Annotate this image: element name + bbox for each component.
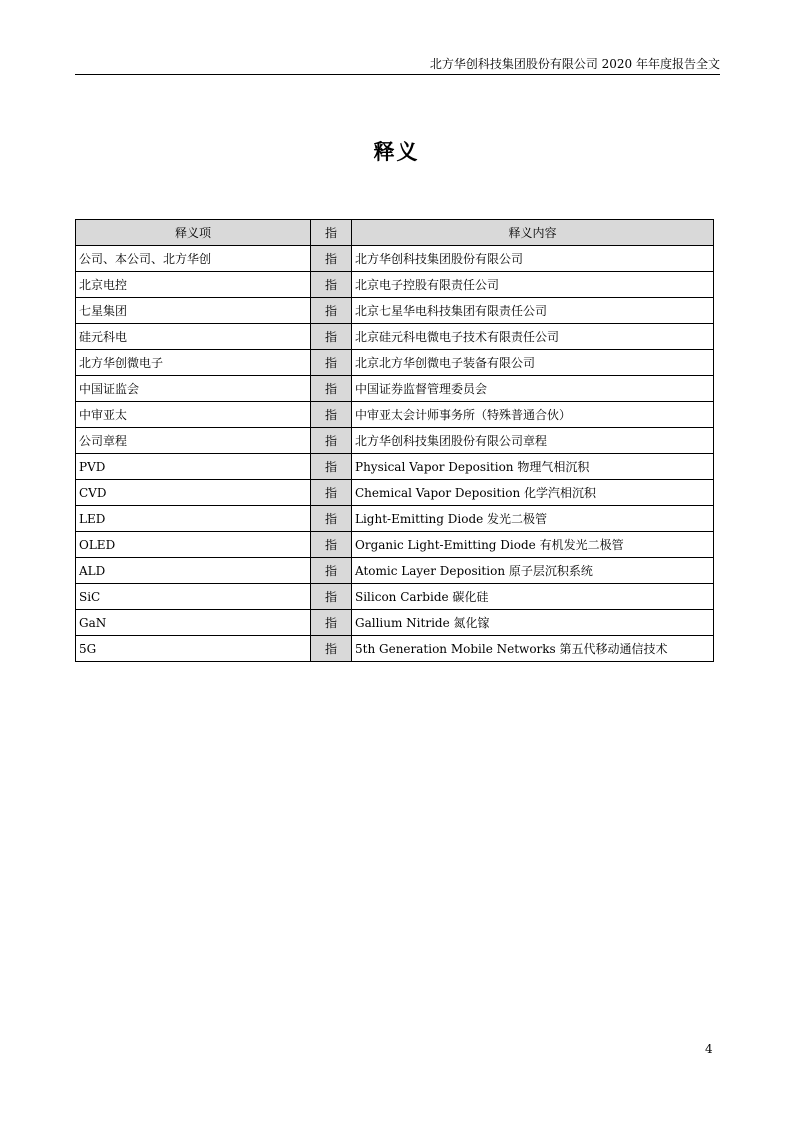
table-row (76, 324, 714, 350)
mid-cell: 指 (311, 480, 352, 506)
definition-cell: Physical Vapor Deposition 物理气相沉积 (352, 454, 714, 480)
term-cell: 七星集团 (76, 298, 311, 324)
mid-cell: 指 (311, 454, 352, 480)
mid-cell: 指 (311, 584, 352, 610)
term-cell: ALD (76, 558, 311, 584)
mid-cell: 指 (311, 506, 352, 532)
definition-cell: 北方华创科技集团股份有限公司章程 (352, 428, 714, 454)
table-header-row (76, 220, 714, 246)
header-definition: 释义内容 (352, 220, 714, 246)
term-cell: LED (76, 506, 311, 532)
mid-cell: 指 (311, 246, 352, 272)
header-text: 北方华创科技集团股份有限公司 2020 年年度报告全文 (429, 57, 720, 71)
term-cell: 硅元科电 (76, 324, 311, 350)
mid-cell: 指 (311, 350, 352, 376)
table-row (76, 272, 714, 298)
table-row (76, 428, 714, 454)
term-cell: 中审亚太 (76, 402, 311, 428)
running-header (75, 56, 720, 75)
definition-cell: 北京北方华创微电子装备有限公司 (352, 350, 714, 376)
term-cell: 公司、本公司、北方华创 (76, 246, 311, 272)
mid-cell: 指 (311, 376, 352, 402)
definition-cell: 北京硅元科电微电子技术有限责任公司 (352, 324, 714, 350)
page-number: 4 (705, 1042, 713, 1056)
table-row (76, 506, 714, 532)
table-row (76, 584, 714, 610)
definition-cell: 北京电子控股有限责任公司 (352, 272, 714, 298)
mid-cell: 指 (311, 272, 352, 298)
definition-cell: Light-Emitting Diode 发光二极管 (352, 506, 714, 532)
term-cell: OLED (76, 532, 311, 558)
term-cell: CVD (76, 480, 311, 506)
table-row (76, 350, 714, 376)
term-cell: GaN (76, 610, 311, 636)
term-cell: 公司章程 (76, 428, 311, 454)
table-row (76, 532, 714, 558)
definition-cell: 北方华创科技集团股份有限公司 (352, 246, 714, 272)
definition-cell: Atomic Layer Deposition 原子层沉积系统 (352, 558, 714, 584)
term-cell: 北京电控 (76, 272, 311, 298)
definition-cell: Chemical Vapor Deposition 化学汽相沉积 (352, 480, 714, 506)
definition-cell: 5th Generation Mobile Networks 第五代移动通信技术 (352, 636, 714, 662)
table-row (76, 454, 714, 480)
term-cell: SiC (76, 584, 311, 610)
header-term: 释义项 (76, 220, 311, 246)
definition-cell: 中审亚太会计师事务所（特殊普通合伙） (352, 402, 714, 428)
definition-cell: 中国证券监督管理委员会 (352, 376, 714, 402)
term-cell: PVD (76, 454, 311, 480)
mid-cell: 指 (311, 636, 352, 662)
mid-cell: 指 (311, 558, 352, 584)
definitions-table (75, 219, 714, 662)
mid-cell: 指 (311, 324, 352, 350)
table-row (76, 610, 714, 636)
definition-cell: Silicon Carbide 碳化硅 (352, 584, 714, 610)
mid-cell: 指 (311, 610, 352, 636)
term-cell: 北方华创微电子 (76, 350, 311, 376)
table-row (76, 376, 714, 402)
table-row (76, 298, 714, 324)
table-row (76, 402, 714, 428)
term-cell: 中国证监会 (76, 376, 311, 402)
mid-cell: 指 (311, 532, 352, 558)
table-row (76, 558, 714, 584)
header-mid: 指 (311, 220, 352, 246)
mid-cell: 指 (311, 428, 352, 454)
table-row (76, 480, 714, 506)
definition-cell: Gallium Nitride 氮化镓 (352, 610, 714, 636)
mid-cell: 指 (311, 402, 352, 428)
definition-cell: 北京七星华电科技集团有限责任公司 (352, 298, 714, 324)
definition-cell: Organic Light-Emitting Diode 有机发光二极管 (352, 532, 714, 558)
page-title: 释义 (373, 139, 420, 164)
table-row (76, 636, 714, 662)
term-cell: 5G (76, 636, 311, 662)
mid-cell: 指 (311, 298, 352, 324)
table-row (76, 246, 714, 272)
